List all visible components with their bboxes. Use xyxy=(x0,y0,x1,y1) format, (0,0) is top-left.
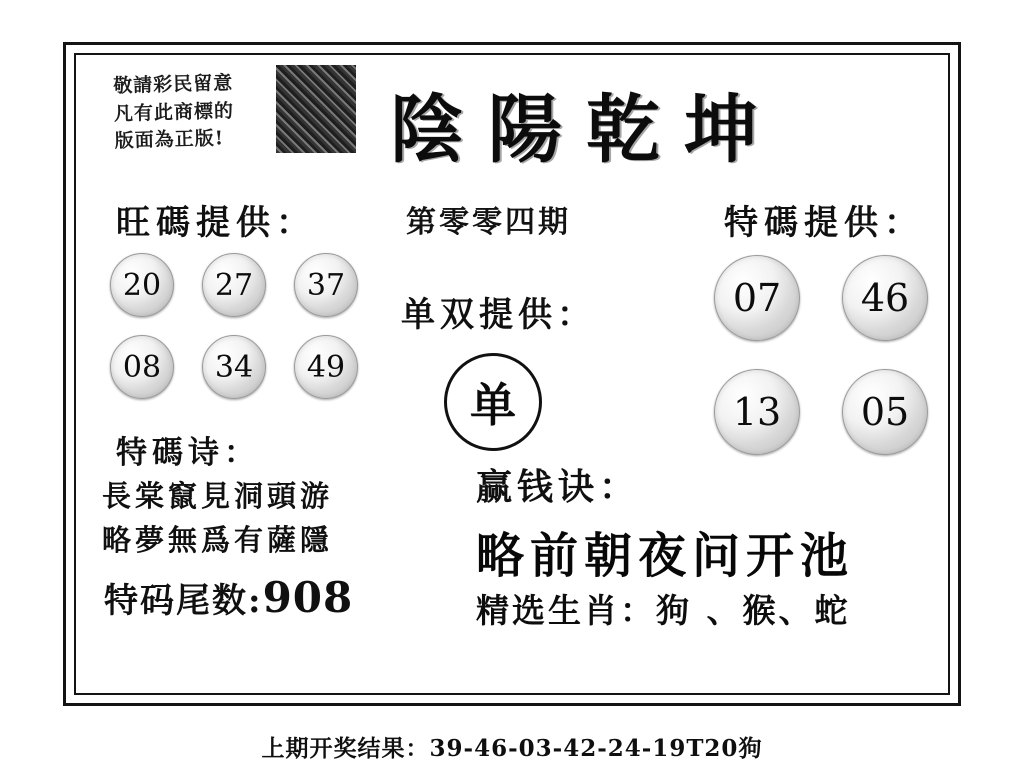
tail-number-value: 908 xyxy=(262,573,354,622)
poster-frame xyxy=(63,42,961,706)
tema-row xyxy=(678,369,928,455)
wangma-row xyxy=(110,335,400,399)
tema-ball: 13 xyxy=(714,369,800,455)
tema-row xyxy=(678,255,928,341)
wangma-label: 旺碼提供： xyxy=(116,203,316,243)
wangma-ball: 27 xyxy=(202,253,266,317)
wangma-row xyxy=(110,253,400,317)
wangma-ball: 08 xyxy=(110,335,174,399)
wangma-ball: 49 xyxy=(294,335,358,399)
odd-even-label: 单双提供： xyxy=(401,295,596,335)
wangma-ball: 34 xyxy=(202,335,266,399)
poem-line: 略夢無爲有薩隱 xyxy=(102,522,334,557)
tema-ball: 46 xyxy=(842,255,928,341)
authenticity-note: 敬請彩民留意 凡有此商標的 版面為正版! xyxy=(112,71,235,153)
poster-inner-frame xyxy=(74,53,950,695)
money-secret-label: 赢钱诀： xyxy=(476,466,641,508)
poem-line: 長棠竄見洞頭游 xyxy=(102,479,334,513)
page-title: 陰陽乾坤 xyxy=(390,87,782,173)
money-secret-text: 略前朝夜问开池 xyxy=(476,528,855,584)
tema-ball: 05 xyxy=(842,369,928,455)
zodiac-value: 狗 、猴、蛇 xyxy=(656,591,851,630)
wangma-number-grid xyxy=(110,253,400,417)
tema-label: 特碼提供： xyxy=(724,203,924,243)
zodiac-label: 精选生肖： xyxy=(476,591,656,630)
odd-even-value: 单 xyxy=(444,353,542,451)
tema-number-grid xyxy=(678,255,928,483)
tail-number-label: 特码尾数: xyxy=(104,581,263,621)
tema-ball: 07 xyxy=(714,255,800,341)
last-draw-result: 上期开奖结果：39-46-03-42-24-19T20狗 xyxy=(261,735,763,762)
wangma-ball: 37 xyxy=(294,253,358,317)
wangma-ball: 20 xyxy=(110,253,174,317)
issue-number: 第零零四期 xyxy=(406,205,571,240)
zodiac-row xyxy=(476,585,851,632)
poem-text xyxy=(102,475,333,562)
poem-label: 特碼诗： xyxy=(116,435,260,471)
tail-number-row xyxy=(104,573,353,622)
